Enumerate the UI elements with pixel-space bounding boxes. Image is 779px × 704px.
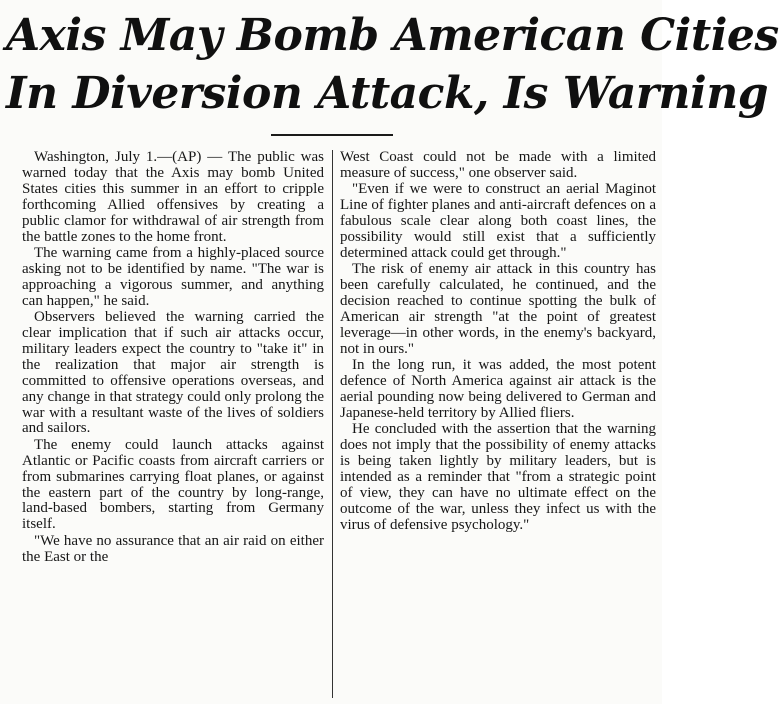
paragraph: "Even if we were to construct an aerial Maginot Line of fighter planes and anti-aircraft defences on a fabulous scale clear along both coast lines, the possibility would still exist that a sufficiently determined attack could get through." [340, 181, 656, 261]
headline-rule [271, 134, 393, 136]
paragraph: In the long run, it was added, the most potent defence of North America against air attack is the aerial pounding now being delivered to German and Japanese-held territory by Allied fliers. [340, 357, 656, 421]
headline-line-1: Axis May Bomb American Cities [6, 10, 779, 61]
paragraph-continued: West Coast could not be made with a limited measure of success," one observer said. [340, 149, 656, 181]
paragraph-dateline: Washington, July 1.—(AP) — The public was warned today that the Axis may bomb United States cities this summer in an effort to cripple forthcoming Allied offensives by creating a public clamor for withdrawal of air strength from the battle zones to the home front. [22, 149, 324, 245]
paragraph: The enemy could launch attacks against Atlantic or Pacific coasts from aircraft carriers or from submarines carrying float planes, or against the eastern part of the country by long-range, land-based bombers, starting from Germany itself. [22, 436, 324, 533]
paragraph: He concluded with the assertion that the warning does not imply that the possibility of enemy attacks is being taken lightly by military leaders, but is intended as a reminder that "from a strategic point of view, they can have no ultimate effect on the outcome of the war, unless they infect us with the virus of defensive psychology." [340, 421, 656, 533]
article-column-right [340, 150, 656, 534]
column-divider [332, 150, 333, 698]
paragraph: The warning came from a highly-placed source asking not to be identified by name. "The war is approaching a vigorous summer, and anything can happen," he said. [22, 244, 324, 309]
paragraph: Observers believed the warning carried the clear implication that if such air attacks occur, military leaders expect the country to "take it" in the realization that major air strength is committed to offensive operations overseas, and any change in that strategy could only prolong the war with a resultant waste of the lives of soldiers and sailors. [22, 309, 324, 437]
article-column-left [22, 150, 324, 566]
paragraph: The risk of enemy air attack in this country has been carefully calculated, he continued, and the decision reached to continue spotting the bulk of American air strength "at the point of greatest leverage—in other words, in the enemy's backyard, not in ours." [340, 261, 656, 357]
paragraph: "We have no assurance that an air raid on either the East or the [22, 532, 324, 565]
headline-line-2: In Diversion Attack, Is Warning [6, 68, 768, 119]
